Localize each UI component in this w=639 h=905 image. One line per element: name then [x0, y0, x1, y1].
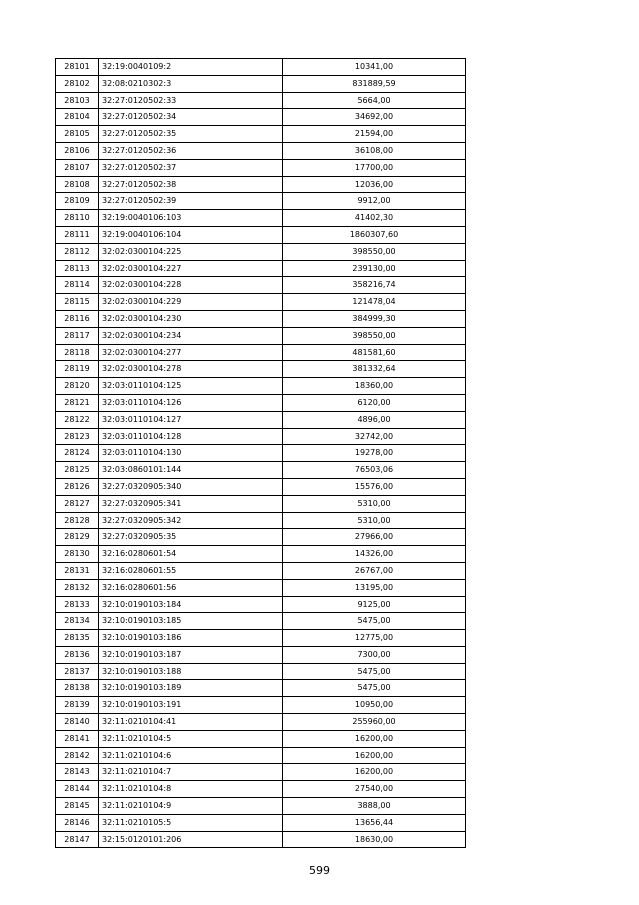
row-number-cell: 28136 — [56, 646, 99, 663]
value-cell: 12036,00 — [283, 176, 466, 193]
cadastral-number-cell: 32:11:0210104:6 — [99, 747, 283, 764]
cadastral-number-cell: 32:27:0320905:35 — [99, 529, 283, 546]
table-row — [56, 646, 466, 663]
row-number-cell: 28144 — [56, 781, 99, 798]
row-number-cell: 28116 — [56, 310, 99, 327]
cadastral-number-cell: 32:03:0110104:126 — [99, 394, 283, 411]
table-row — [56, 663, 466, 680]
row-number-cell: 28109 — [56, 193, 99, 210]
table-row — [56, 378, 466, 395]
cadastral-number-cell: 32:02:0300104:227 — [99, 260, 283, 277]
cadastral-number-cell: 32:27:0120502:34 — [99, 109, 283, 126]
value-cell: 9912,00 — [283, 193, 466, 210]
value-cell: 398550,00 — [283, 327, 466, 344]
row-number-cell: 28131 — [56, 562, 99, 579]
value-cell: 239130,00 — [283, 260, 466, 277]
table-row — [56, 495, 466, 512]
value-cell: 6120,00 — [283, 394, 466, 411]
value-cell: 13656,44 — [283, 814, 466, 831]
value-cell: 398550,00 — [283, 243, 466, 260]
cadastral-number-cell: 32:02:0300104:229 — [99, 294, 283, 311]
table-row — [56, 630, 466, 647]
cadastral-number-cell: 32:10:0190103:187 — [99, 646, 283, 663]
cadastral-number-cell: 32:11:0210104:41 — [99, 714, 283, 731]
value-cell: 4896,00 — [283, 411, 466, 428]
table-row — [56, 462, 466, 479]
value-cell: 14326,00 — [283, 546, 466, 563]
table-row — [56, 327, 466, 344]
value-cell: 76503,06 — [283, 462, 466, 479]
value-cell: 17700,00 — [283, 159, 466, 176]
row-number-cell: 28132 — [56, 579, 99, 596]
row-number-cell: 28106 — [56, 142, 99, 159]
table-row — [56, 428, 466, 445]
cadastral-number-cell: 32:03:0110104:130 — [99, 445, 283, 462]
table-row — [56, 75, 466, 92]
cadastral-number-cell: 32:10:0190103:189 — [99, 680, 283, 697]
row-number-cell: 28117 — [56, 327, 99, 344]
cadastral-number-cell: 32:10:0190103:188 — [99, 663, 283, 680]
row-number-cell: 28104 — [56, 109, 99, 126]
table-row — [56, 579, 466, 596]
table-row — [56, 596, 466, 613]
table-row — [56, 613, 466, 630]
value-cell: 384999,30 — [283, 310, 466, 327]
row-number-cell: 28118 — [56, 344, 99, 361]
table-row — [56, 193, 466, 210]
value-cell: 10341,00 — [283, 59, 466, 76]
table-row — [56, 159, 466, 176]
cadastral-number-cell: 32:19:0040106:104 — [99, 226, 283, 243]
value-cell: 1860307,60 — [283, 226, 466, 243]
table-row — [56, 176, 466, 193]
table-row — [56, 714, 466, 731]
value-cell: 381332,64 — [283, 361, 466, 378]
value-cell: 5475,00 — [283, 680, 466, 697]
table-row — [56, 831, 466, 848]
value-cell: 36108,00 — [283, 142, 466, 159]
table-row — [56, 478, 466, 495]
row-number-cell: 28133 — [56, 596, 99, 613]
table-row — [56, 361, 466, 378]
table-body — [56, 59, 466, 848]
cadastral-number-cell: 32:11:0210104:9 — [99, 798, 283, 815]
table-row — [56, 59, 466, 76]
cadastral-number-cell: 32:10:0190103:191 — [99, 697, 283, 714]
row-number-cell: 28139 — [56, 697, 99, 714]
value-cell: 16200,00 — [283, 764, 466, 781]
value-cell: 27966,00 — [283, 529, 466, 546]
row-number-cell: 28143 — [56, 764, 99, 781]
value-cell: 41402,30 — [283, 210, 466, 227]
table-row — [56, 697, 466, 714]
row-number-cell: 28102 — [56, 75, 99, 92]
row-number-cell: 28120 — [56, 378, 99, 395]
cadastral-number-cell: 32:03:0110104:128 — [99, 428, 283, 445]
row-number-cell: 28101 — [56, 59, 99, 76]
row-number-cell: 28119 — [56, 361, 99, 378]
cadastral-number-cell: 32:16:0280601:55 — [99, 562, 283, 579]
table-row — [56, 142, 466, 159]
table-row — [56, 226, 466, 243]
cadastral-number-cell: 32:10:0190103:185 — [99, 613, 283, 630]
value-cell: 9125,00 — [283, 596, 466, 613]
cadastral-number-cell: 32:03:0110104:125 — [99, 378, 283, 395]
row-number-cell: 28105 — [56, 126, 99, 143]
value-cell: 255960,00 — [283, 714, 466, 731]
row-number-cell: 28141 — [56, 730, 99, 747]
value-cell: 27540,00 — [283, 781, 466, 798]
value-cell: 34692,00 — [283, 109, 466, 126]
value-cell: 481581,60 — [283, 344, 466, 361]
row-number-cell: 28107 — [56, 159, 99, 176]
cadastral-number-cell: 32:02:0300104:225 — [99, 243, 283, 260]
row-number-cell: 28121 — [56, 394, 99, 411]
value-cell: 7300,00 — [283, 646, 466, 663]
table-row — [56, 546, 466, 563]
value-cell: 21594,00 — [283, 126, 466, 143]
value-cell: 121478,04 — [283, 294, 466, 311]
cadastral-number-cell: 32:02:0300104:228 — [99, 277, 283, 294]
value-cell: 5475,00 — [283, 613, 466, 630]
table-row — [56, 411, 466, 428]
cadastral-number-cell: 32:27:0120502:33 — [99, 92, 283, 109]
value-cell: 18630,00 — [283, 831, 466, 848]
row-number-cell: 28126 — [56, 478, 99, 495]
table-row — [56, 344, 466, 361]
row-number-cell: 28114 — [56, 277, 99, 294]
table-row — [56, 512, 466, 529]
row-number-cell: 28103 — [56, 92, 99, 109]
cadastral-number-cell: 32:02:0300104:277 — [99, 344, 283, 361]
row-number-cell: 28112 — [56, 243, 99, 260]
row-number-cell: 28115 — [56, 294, 99, 311]
row-number-cell: 28123 — [56, 428, 99, 445]
cadastral-number-cell: 32:11:0210104:5 — [99, 730, 283, 747]
table-row — [56, 210, 466, 227]
table-row — [56, 394, 466, 411]
value-cell: 5310,00 — [283, 512, 466, 529]
row-number-cell: 28147 — [56, 831, 99, 848]
row-number-cell: 28145 — [56, 798, 99, 815]
cadastral-number-cell: 32:03:0110104:127 — [99, 411, 283, 428]
cadastral-number-cell: 32:10:0190103:186 — [99, 630, 283, 647]
value-cell: 5475,00 — [283, 663, 466, 680]
cadastral-number-cell: 32:27:0320905:341 — [99, 495, 283, 512]
table-row — [56, 243, 466, 260]
table-row — [56, 814, 466, 831]
cadastral-number-cell: 32:15:0120101:206 — [99, 831, 283, 848]
table-row — [56, 680, 466, 697]
row-number-cell: 28146 — [56, 814, 99, 831]
table-row — [56, 529, 466, 546]
row-number-cell: 28122 — [56, 411, 99, 428]
row-number-cell: 28134 — [56, 613, 99, 630]
cadastral-number-cell: 32:27:0320905:342 — [99, 512, 283, 529]
cadastral-number-cell: 32:27:0320905:340 — [99, 478, 283, 495]
table-row — [56, 294, 466, 311]
table-row — [56, 798, 466, 815]
table-row — [56, 730, 466, 747]
row-number-cell: 28130 — [56, 546, 99, 563]
cadastral-number-cell: 32:16:0280601:54 — [99, 546, 283, 563]
row-number-cell: 28137 — [56, 663, 99, 680]
value-cell: 16200,00 — [283, 730, 466, 747]
value-cell: 19278,00 — [283, 445, 466, 462]
row-number-cell: 28124 — [56, 445, 99, 462]
table-row — [56, 92, 466, 109]
cadastral-number-cell: 32:02:0300104:234 — [99, 327, 283, 344]
value-cell: 13195,00 — [283, 579, 466, 596]
value-cell: 18360,00 — [283, 378, 466, 395]
table-row — [56, 764, 466, 781]
table-row — [56, 562, 466, 579]
value-cell: 15576,00 — [283, 478, 466, 495]
cadastral-number-cell: 32:10:0190103:184 — [99, 596, 283, 613]
row-number-cell: 28113 — [56, 260, 99, 277]
value-cell: 831889,59 — [283, 75, 466, 92]
cadastral-number-cell: 32:02:0300104:230 — [99, 310, 283, 327]
table-row — [56, 277, 466, 294]
row-number-cell: 28140 — [56, 714, 99, 731]
value-cell: 358216,74 — [283, 277, 466, 294]
value-cell: 16200,00 — [283, 747, 466, 764]
page-number: 599 — [309, 864, 330, 877]
table-row — [56, 260, 466, 277]
value-cell: 10950,00 — [283, 697, 466, 714]
value-cell: 32742,00 — [283, 428, 466, 445]
row-number-cell: 28135 — [56, 630, 99, 647]
cadastral-number-cell: 32:11:0210105:5 — [99, 814, 283, 831]
cadastral-number-cell: 32:27:0120502:35 — [99, 126, 283, 143]
table-row — [56, 310, 466, 327]
value-cell: 12775,00 — [283, 630, 466, 647]
cadastral-number-cell: 32:27:0120502:39 — [99, 193, 283, 210]
row-number-cell: 28125 — [56, 462, 99, 479]
cadastral-number-cell: 32:27:0120502:38 — [99, 176, 283, 193]
cadastral-number-cell: 32:27:0120502:36 — [99, 142, 283, 159]
table-row — [56, 445, 466, 462]
value-cell: 5664,00 — [283, 92, 466, 109]
table-row — [56, 747, 466, 764]
value-cell: 26767,00 — [283, 562, 466, 579]
cadastral-number-cell: 32:08:0210302:3 — [99, 75, 283, 92]
cadastral-number-cell: 32:16:0280601:56 — [99, 579, 283, 596]
cadastral-number-cell: 32:19:0040106:103 — [99, 210, 283, 227]
row-number-cell: 28127 — [56, 495, 99, 512]
cadastral-number-cell: 32:27:0120502:37 — [99, 159, 283, 176]
table-row — [56, 126, 466, 143]
cadastral-number-cell: 32:11:0210104:7 — [99, 764, 283, 781]
cadastral-number-cell: 32:03:0860101:144 — [99, 462, 283, 479]
cadastral-number-cell: 32:02:0300104:278 — [99, 361, 283, 378]
cadastral-number-cell: 32:11:0210104:8 — [99, 781, 283, 798]
row-number-cell: 28142 — [56, 747, 99, 764]
row-number-cell: 28110 — [56, 210, 99, 227]
value-cell: 3888,00 — [283, 798, 466, 815]
row-number-cell: 28108 — [56, 176, 99, 193]
cadastral-value-table — [55, 58, 466, 848]
table-row — [56, 781, 466, 798]
row-number-cell: 28129 — [56, 529, 99, 546]
row-number-cell: 28128 — [56, 512, 99, 529]
row-number-cell: 28111 — [56, 226, 99, 243]
row-number-cell: 28138 — [56, 680, 99, 697]
table-row — [56, 109, 466, 126]
value-cell: 5310,00 — [283, 495, 466, 512]
cadastral-number-cell: 32:19:0040109:2 — [99, 59, 283, 76]
